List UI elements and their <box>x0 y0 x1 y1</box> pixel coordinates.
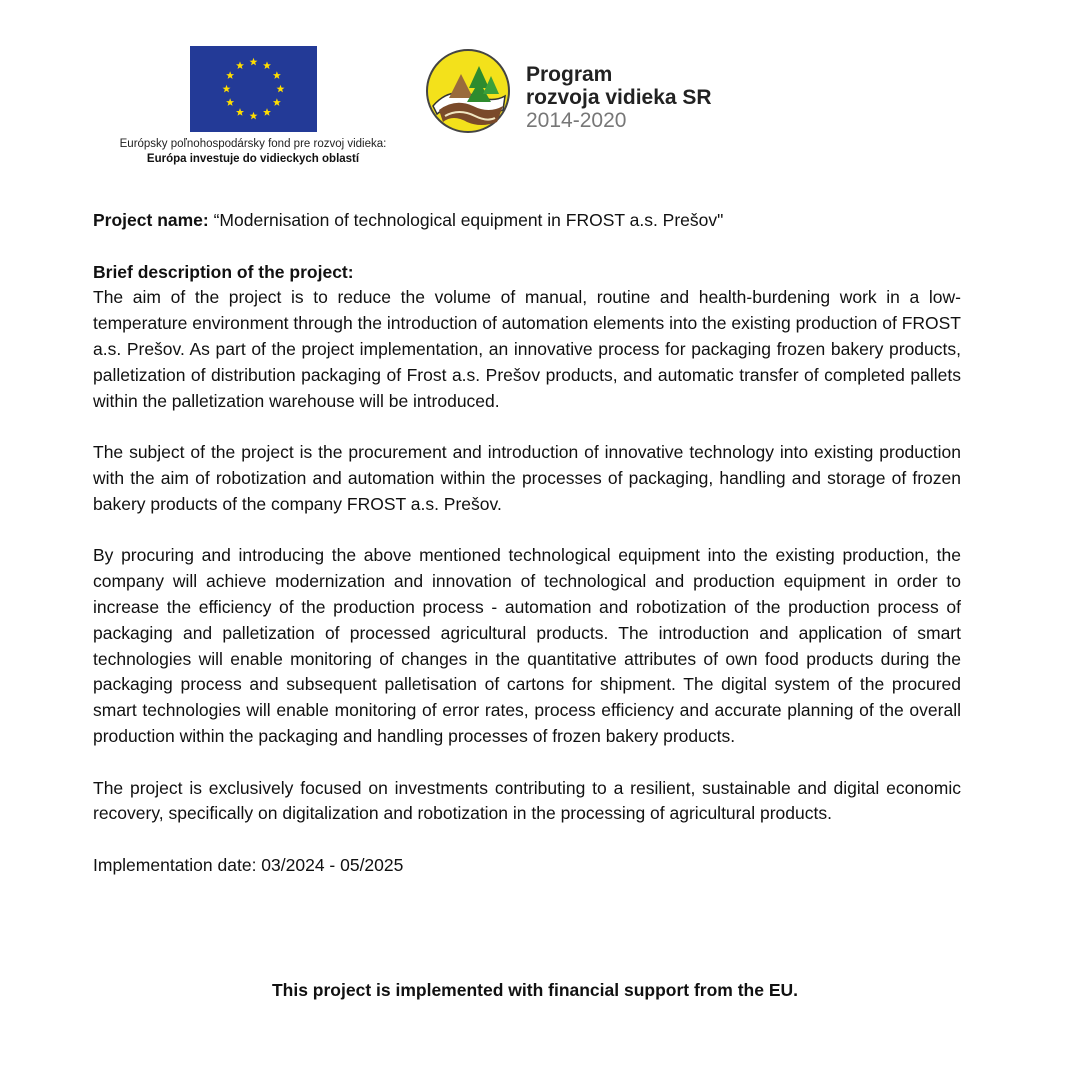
project-name-label: Project name: <box>93 210 209 230</box>
eu-star-icon <box>236 61 244 69</box>
project-name-value: “Modernisation of technological equipment in FROST a.s. Prešov" <box>213 210 724 230</box>
description-paragraph-1: The aim of the project is to reduce the volume of manual, routine and health-burdening work in a low-temperature environment through the introduction of automation elements into the existing production of FROST a.s. Prešov. As part of the project implementation, an innovative process for packaging frozen bakery products, palletization of distribution packaging of Frost a.s. Prešov products, and automatic transfer of completed pallets within the palletization warehouse will be introduced. <box>93 287 961 411</box>
program-years: 2014-2020 <box>526 109 627 132</box>
program-title-line2: rozvoja vidieka SR <box>526 86 712 109</box>
description-paragraph-3: By procuring and introducing the above mentioned technological equipment into the existing production, the company will achieve modernization and innovation of technological and production equipment in order to increase the efficiency of the production process - automation and robotization of the production process of packaging and palletization of processed agricultural products. The introduction and application of smart technologies will enable monitoring of changes in the quantitative attributes of own food products during the packaging process and subsequent palletisation of cartons for shipment. The digital system of the procured smart technologies will enable monitoring of error rates, process efficiency and accurate planning of the overall production within the packaging and handling processes of frozen bakery products. <box>93 545 961 746</box>
description-paragraph-2: The subject of the project is the procurement and introduction of innovative technology into existing production with the aim of robotization and automation within the processes of packaging, handling and storage of frozen bakery products of the company FROST a.s. Prešov. <box>93 442 961 514</box>
eu-caption-line2: Európa investuje do vidieckych oblastí <box>146 153 360 165</box>
program-logo-block <box>425 48 765 140</box>
implementation-date: Implementation date: 03/2024 - 05/2025 <box>93 854 404 875</box>
eu-star-icon <box>236 108 244 116</box>
project-name-line <box>93 208 961 234</box>
eu-star-icon <box>272 71 280 79</box>
eu-flag-icon <box>190 46 317 132</box>
funding-statement: This project is implemented with financial support from the EU. <box>271 980 799 1000</box>
eu-star-icon <box>249 58 257 66</box>
eu-star-icon <box>272 98 280 106</box>
eu-star-icon <box>226 71 234 79</box>
eu-logo-block <box>88 46 418 165</box>
eu-star-icon <box>263 108 271 116</box>
eu-star-icon <box>263 61 271 69</box>
eu-star-icon <box>226 98 234 106</box>
program-title <box>526 63 712 132</box>
description-paragraph-4: The project is exclusively focused on investments contributing to a resilient, sustainable and digital economic recovery, specifically on digitalization and robotization in the processing of agricultural products. <box>93 777 961 824</box>
eu-caption-line1: Európsky poľnohospodársky fond pre rozvoj vidieka: <box>119 138 387 150</box>
project-content <box>93 208 961 879</box>
description-heading: Brief description of the project: <box>93 261 354 282</box>
eu-star-icon <box>276 85 284 93</box>
program-title-line1: Program <box>526 63 613 86</box>
eu-star-icon <box>222 85 230 93</box>
rural-development-logo-icon <box>425 48 511 134</box>
eu-star-icon <box>249 112 257 120</box>
